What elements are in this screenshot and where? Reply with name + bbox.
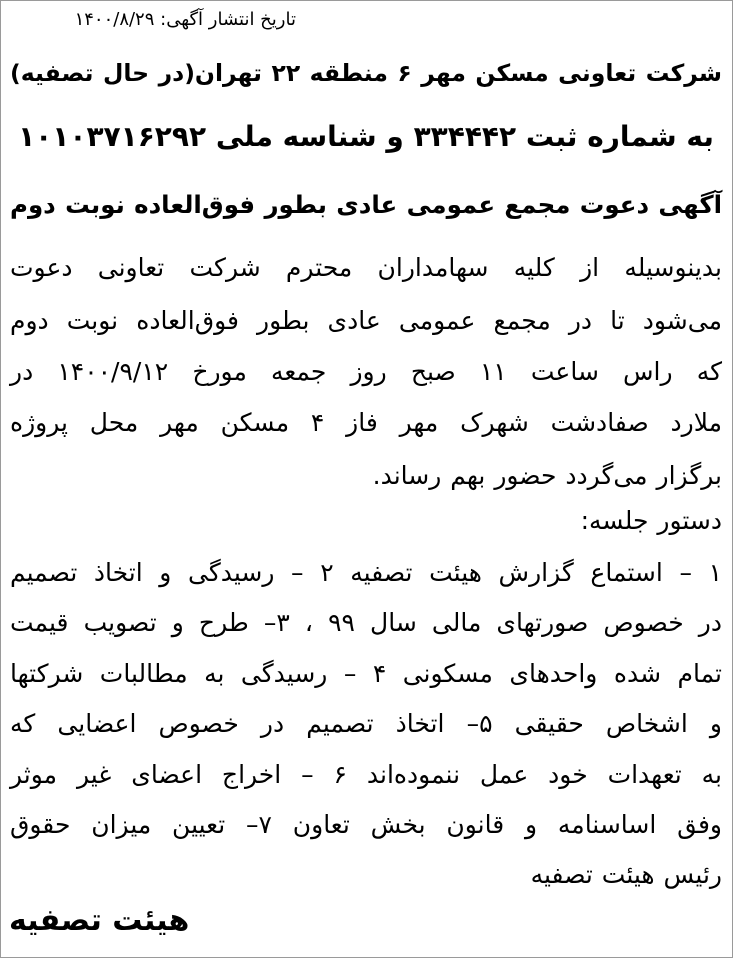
agenda-line: و اشخاص حقیقی ۵– اتخاذ تصمیم در خصوص اعضایی که: [10, 709, 722, 738]
body-line: ملارد صفادشت شهرک مهر فاز ۴ مسکن مهر محل پروژه: [10, 408, 723, 437]
agenda-line: در خصوص صورتهای مالی سال ۹۹ ، ۳– طرح و تصویب قیمت: [10, 608, 722, 637]
body-line: برگزار می‌گردد حضور بهم رساند.: [372, 461, 722, 490]
body-line: بدینوسیله از کلیه سهامداران محترم شرکت تعاونی دعوت: [10, 253, 722, 282]
agenda-line: تمام شده واحدهای مسکونی ۴ – رسیدگی به مطالبات شرکتها: [10, 659, 722, 688]
agenda-line: وفق اساسنامه و قانون بخش تعاون ۷– تعیین میزان حقوق: [10, 810, 722, 839]
agenda-line: به تعهدات خود عمل ننموده‌اند ۶ – اخراج اعضای غیر موثر: [10, 760, 722, 789]
agenda-line: رئیس هیئت تصفیه: [530, 860, 722, 889]
heading-registration-numbers: به شماره ثبت ۳۳۴۴۴۲ و شناسه ملی ۱۰۱۰۳۷۱۶۲۹۲: [18, 120, 714, 153]
publish-date-label: تاریخ انتشار آگهی:: [160, 9, 296, 30]
heading-company-name: شرکت تعاونی مسکن مهر ۶ منطقه ۲۲ تهران(در حال تصفیه): [10, 59, 723, 87]
publish-date-value: ۱۴۰۰/۸/۲۹: [74, 9, 155, 30]
body-line: می‌شود تا در مجمع عمومی عادی بطور فوق‌العاده نوبت دوم: [10, 306, 722, 335]
publish-date-line: [4, 8, 296, 32]
heading-assembly-invitation: آگهی دعوت مجمع عمومی عادی بطور فوق‌العاده نوبت دوم: [10, 190, 722, 219]
agenda-title: دستور جلسه:: [580, 506, 722, 535]
agenda-line: ۱ – استماع گزارش هیئت تصفیه ۲ – رسیدگی و اتخاذ تصمیم: [10, 558, 723, 587]
signature-liquidation-board: هیئت تصفیه: [9, 903, 190, 938]
body-line: که راس ساعت ۱۱ صبح روز جمعه مورخ ۱۴۰۰/۹/۱۲ در: [10, 357, 723, 386]
